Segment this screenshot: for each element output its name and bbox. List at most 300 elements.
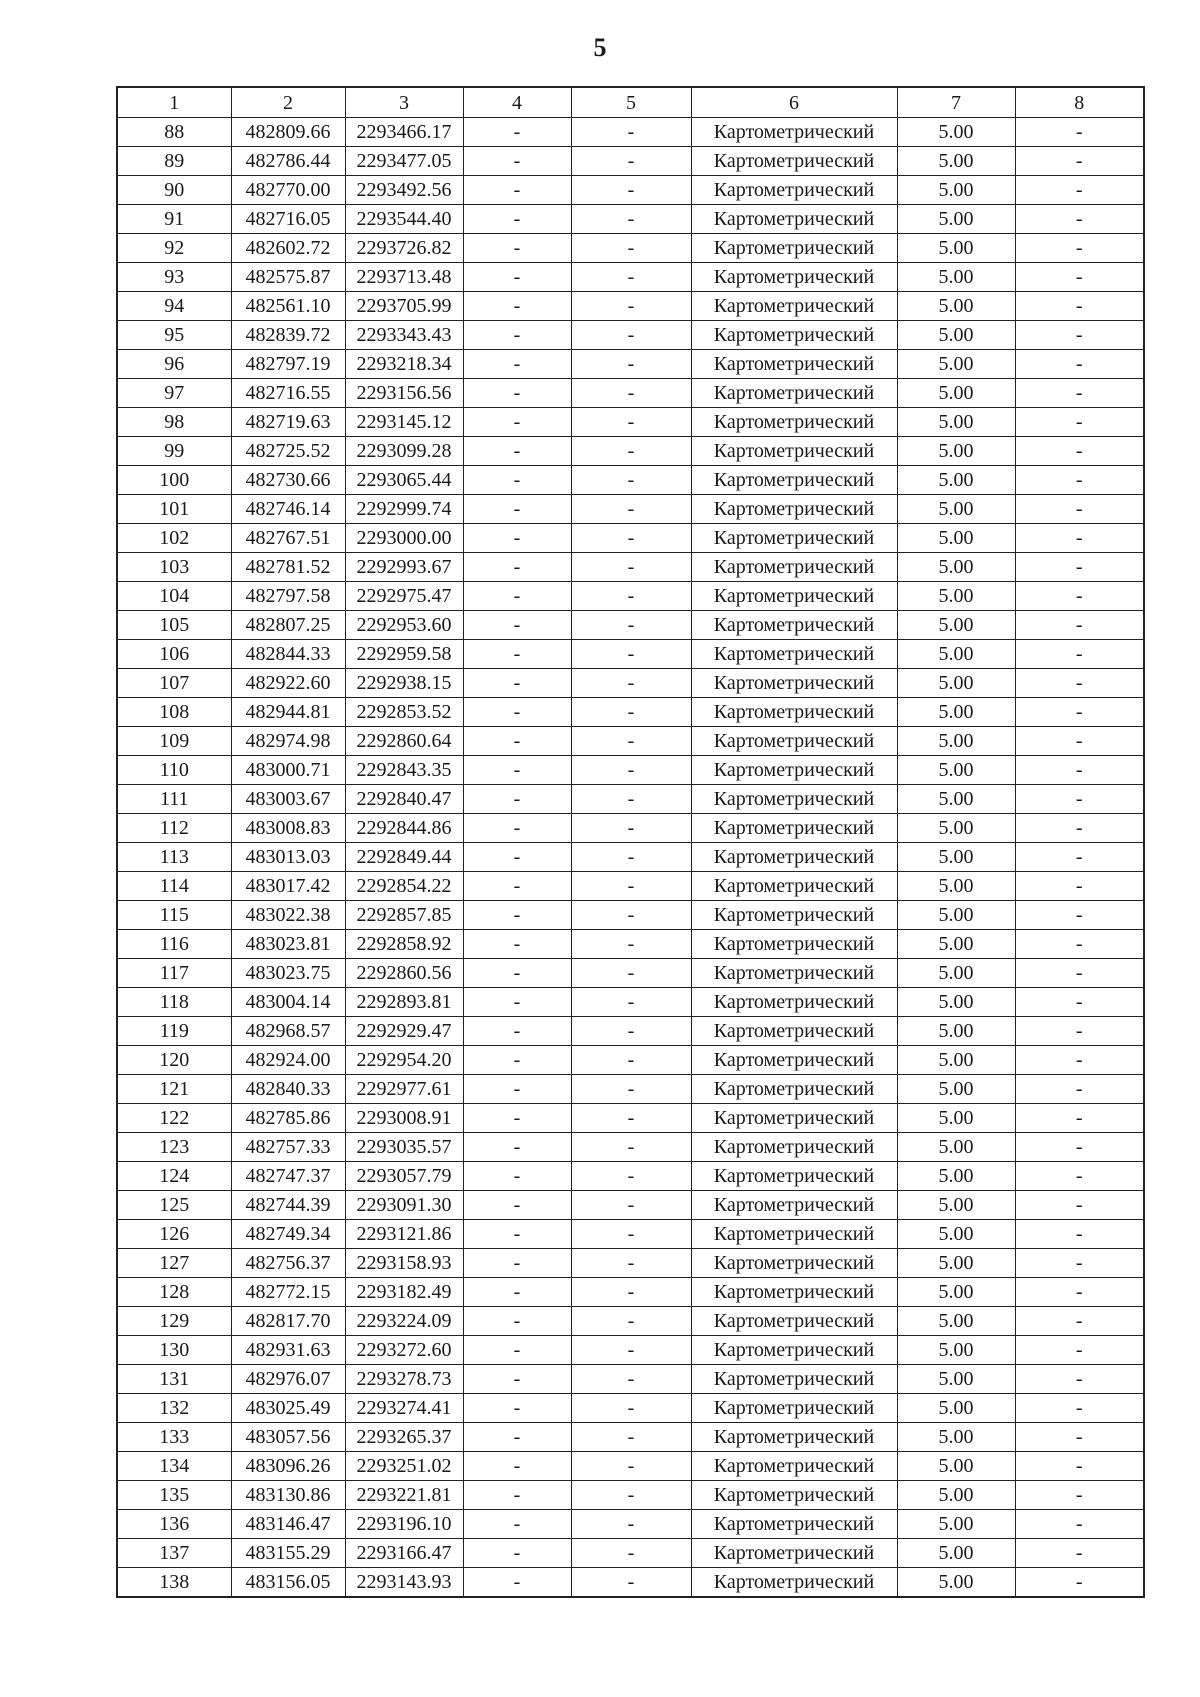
col5-cell: - [571, 1162, 691, 1191]
accuracy-cell: 5.00 [897, 1481, 1015, 1510]
col8-cell: - [1015, 321, 1144, 350]
y-coordinate-cell: 2293274.41 [345, 1394, 463, 1423]
x-coordinate-cell: 483000.71 [231, 756, 345, 785]
col5-cell: - [571, 553, 691, 582]
accuracy-cell: 5.00 [897, 1104, 1015, 1133]
col5-cell: - [571, 1104, 691, 1133]
col8-cell: - [1015, 1510, 1144, 1539]
x-coordinate-cell: 482725.52 [231, 437, 345, 466]
point-number-cell: 116 [117, 930, 231, 959]
col8-cell: - [1015, 756, 1144, 785]
y-coordinate-cell: 2293713.48 [345, 263, 463, 292]
table-row [117, 785, 1144, 814]
method-cell: Картометрический [691, 669, 897, 698]
col8-cell: - [1015, 1423, 1144, 1452]
point-number-cell: 91 [117, 205, 231, 234]
point-number-cell: 134 [117, 1452, 231, 1481]
y-coordinate-cell: 2292993.67 [345, 553, 463, 582]
col4-cell: - [463, 524, 571, 553]
accuracy-cell: 5.00 [897, 321, 1015, 350]
col8-cell: - [1015, 1365, 1144, 1394]
table-row [117, 524, 1144, 553]
table-row [117, 1394, 1144, 1423]
accuracy-cell: 5.00 [897, 1249, 1015, 1278]
x-coordinate-cell: 483023.81 [231, 930, 345, 959]
y-coordinate-cell: 2293278.73 [345, 1365, 463, 1394]
point-number-cell: 135 [117, 1481, 231, 1510]
point-number-cell: 100 [117, 466, 231, 495]
col8-cell: - [1015, 582, 1144, 611]
col5-cell: - [571, 1046, 691, 1075]
col8-cell: - [1015, 495, 1144, 524]
accuracy-cell: 5.00 [897, 1046, 1015, 1075]
x-coordinate-cell: 482767.51 [231, 524, 345, 553]
col4-cell: - [463, 1278, 571, 1307]
col4-cell: - [463, 379, 571, 408]
col5-cell: - [571, 147, 691, 176]
method-cell: Картометрический [691, 176, 897, 205]
table-row [117, 756, 1144, 785]
point-number-cell: 108 [117, 698, 231, 727]
method-cell: Картометрический [691, 1162, 897, 1191]
x-coordinate-cell: 482770.00 [231, 176, 345, 205]
table-row [117, 147, 1144, 176]
col4-cell: - [463, 1162, 571, 1191]
table-row [117, 1510, 1144, 1539]
column-header: 3 [345, 87, 463, 118]
table-row [117, 727, 1144, 756]
col5-cell: - [571, 437, 691, 466]
table-row [117, 640, 1144, 669]
y-coordinate-cell: 2293492.56 [345, 176, 463, 205]
method-cell: Картометрический [691, 814, 897, 843]
table-row [117, 408, 1144, 437]
accuracy-cell: 5.00 [897, 843, 1015, 872]
point-number-cell: 98 [117, 408, 231, 437]
accuracy-cell: 5.00 [897, 524, 1015, 553]
col4-cell: - [463, 118, 571, 147]
x-coordinate-cell: 482922.60 [231, 669, 345, 698]
method-cell: Картометрический [691, 1046, 897, 1075]
y-coordinate-cell: 2292999.74 [345, 495, 463, 524]
accuracy-cell: 5.00 [897, 1278, 1015, 1307]
point-number-cell: 102 [117, 524, 231, 553]
accuracy-cell: 5.00 [897, 205, 1015, 234]
point-number-cell: 130 [117, 1336, 231, 1365]
y-coordinate-cell: 2292929.47 [345, 1017, 463, 1046]
method-cell: Картометрический [691, 234, 897, 263]
y-coordinate-cell: 2293145.12 [345, 408, 463, 437]
x-coordinate-cell: 482744.39 [231, 1191, 345, 1220]
table-row [117, 1307, 1144, 1336]
accuracy-cell: 5.00 [897, 466, 1015, 495]
col4-cell: - [463, 1307, 571, 1336]
point-number-cell: 103 [117, 553, 231, 582]
x-coordinate-cell: 482757.33 [231, 1133, 345, 1162]
point-number-cell: 95 [117, 321, 231, 350]
col5-cell: - [571, 292, 691, 321]
method-cell: Картометрический [691, 437, 897, 466]
y-coordinate-cell: 2292893.81 [345, 988, 463, 1017]
table-row [117, 495, 1144, 524]
method-cell: Картометрический [691, 1133, 897, 1162]
point-number-cell: 121 [117, 1075, 231, 1104]
method-cell: Картометрический [691, 1510, 897, 1539]
col8-cell: - [1015, 263, 1144, 292]
col8-cell: - [1015, 408, 1144, 437]
col5-cell: - [571, 263, 691, 292]
col8-cell: - [1015, 1133, 1144, 1162]
table-row [117, 1104, 1144, 1133]
y-coordinate-cell: 2293265.37 [345, 1423, 463, 1452]
table-row [117, 1017, 1144, 1046]
col5-cell: - [571, 176, 691, 205]
y-coordinate-cell: 2292959.58 [345, 640, 463, 669]
col8-cell: - [1015, 1075, 1144, 1104]
method-cell: Картометрический [691, 582, 897, 611]
x-coordinate-cell: 482756.37 [231, 1249, 345, 1278]
x-coordinate-cell: 482749.34 [231, 1220, 345, 1249]
col5-cell: - [571, 379, 691, 408]
method-cell: Картометрический [691, 611, 897, 640]
y-coordinate-cell: 2293091.30 [345, 1191, 463, 1220]
table-row [117, 234, 1144, 263]
col5-cell: - [571, 1481, 691, 1510]
method-cell: Картометрический [691, 988, 897, 1017]
col4-cell: - [463, 988, 571, 1017]
table-row [117, 1046, 1144, 1075]
table-row [117, 321, 1144, 350]
accuracy-cell: 5.00 [897, 553, 1015, 582]
col8-cell: - [1015, 1568, 1144, 1598]
table-row [117, 1075, 1144, 1104]
method-cell: Картометрический [691, 1278, 897, 1307]
accuracy-cell: 5.00 [897, 1394, 1015, 1423]
method-cell: Картометрический [691, 1220, 897, 1249]
y-coordinate-cell: 2293166.47 [345, 1539, 463, 1568]
point-number-cell: 128 [117, 1278, 231, 1307]
col5-cell: - [571, 930, 691, 959]
col5-cell: - [571, 698, 691, 727]
x-coordinate-cell: 482781.52 [231, 553, 345, 582]
table-row [117, 1452, 1144, 1481]
y-coordinate-cell: 2292860.64 [345, 727, 463, 756]
accuracy-cell: 5.00 [897, 1075, 1015, 1104]
y-coordinate-cell: 2292953.60 [345, 611, 463, 640]
point-number-cell: 118 [117, 988, 231, 1017]
method-cell: Картометрический [691, 930, 897, 959]
method-cell: Картометрический [691, 1365, 897, 1394]
accuracy-cell: 5.00 [897, 263, 1015, 292]
col4-cell: - [463, 1017, 571, 1046]
col4-cell: - [463, 1046, 571, 1075]
table-row [117, 263, 1144, 292]
x-coordinate-cell: 482840.33 [231, 1075, 345, 1104]
col4-cell: - [463, 1394, 571, 1423]
accuracy-cell: 5.00 [897, 350, 1015, 379]
table-row [117, 1191, 1144, 1220]
table-row [117, 930, 1144, 959]
col8-cell: - [1015, 1278, 1144, 1307]
col5-cell: - [571, 756, 691, 785]
col5-cell: - [571, 205, 691, 234]
col4-cell: - [463, 1568, 571, 1598]
col8-cell: - [1015, 234, 1144, 263]
col5-cell: - [571, 669, 691, 698]
x-coordinate-cell: 482772.15 [231, 1278, 345, 1307]
col5-cell: - [571, 959, 691, 988]
accuracy-cell: 5.00 [897, 1307, 1015, 1336]
col4-cell: - [463, 1133, 571, 1162]
y-coordinate-cell: 2293272.60 [345, 1336, 463, 1365]
point-number-cell: 132 [117, 1394, 231, 1423]
col5-cell: - [571, 988, 691, 1017]
y-coordinate-cell: 2292860.56 [345, 959, 463, 988]
x-coordinate-cell: 482844.33 [231, 640, 345, 669]
method-cell: Картометрический [691, 147, 897, 176]
x-coordinate-cell: 482797.58 [231, 582, 345, 611]
header-row [117, 87, 1144, 118]
col4-cell: - [463, 814, 571, 843]
col5-cell: - [571, 350, 691, 379]
col8-cell: - [1015, 1162, 1144, 1191]
accuracy-cell: 5.00 [897, 756, 1015, 785]
accuracy-cell: 5.00 [897, 727, 1015, 756]
col4-cell: - [463, 1452, 571, 1481]
table-row [117, 437, 1144, 466]
col4-cell: - [463, 466, 571, 495]
y-coordinate-cell: 2293035.57 [345, 1133, 463, 1162]
x-coordinate-cell: 482976.07 [231, 1365, 345, 1394]
col4-cell: - [463, 727, 571, 756]
col5-cell: - [571, 785, 691, 814]
method-cell: Картометрический [691, 1017, 897, 1046]
y-coordinate-cell: 2293099.28 [345, 437, 463, 466]
table-row [117, 205, 1144, 234]
col5-cell: - [571, 1568, 691, 1598]
col8-cell: - [1015, 1104, 1144, 1133]
x-coordinate-cell: 483017.42 [231, 872, 345, 901]
col8-cell: - [1015, 1220, 1144, 1249]
col4-cell: - [463, 901, 571, 930]
method-cell: Картометрический [691, 640, 897, 669]
col5-cell: - [571, 495, 691, 524]
col4-cell: - [463, 611, 571, 640]
x-coordinate-cell: 482719.63 [231, 408, 345, 437]
x-coordinate-cell: 483146.47 [231, 1510, 345, 1539]
accuracy-cell: 5.00 [897, 611, 1015, 640]
x-coordinate-cell: 482602.72 [231, 234, 345, 263]
col5-cell: - [571, 321, 691, 350]
col8-cell: - [1015, 727, 1144, 756]
x-coordinate-cell: 482797.19 [231, 350, 345, 379]
col8-cell: - [1015, 292, 1144, 321]
table-row [117, 466, 1144, 495]
point-number-cell: 110 [117, 756, 231, 785]
accuracy-cell: 5.00 [897, 176, 1015, 205]
accuracy-cell: 5.00 [897, 1162, 1015, 1191]
col4-cell: - [463, 495, 571, 524]
y-coordinate-cell: 2293196.10 [345, 1510, 463, 1539]
point-number-cell: 117 [117, 959, 231, 988]
col4-cell: - [463, 785, 571, 814]
x-coordinate-cell: 482785.86 [231, 1104, 345, 1133]
accuracy-cell: 5.00 [897, 292, 1015, 321]
col5-cell: - [571, 1133, 691, 1162]
table-row [117, 1220, 1144, 1249]
x-coordinate-cell: 483022.38 [231, 901, 345, 930]
table-row [117, 959, 1144, 988]
method-cell: Картометрический [691, 1249, 897, 1278]
col4-cell: - [463, 350, 571, 379]
point-number-cell: 94 [117, 292, 231, 321]
col8-cell: - [1015, 1307, 1144, 1336]
point-number-cell: 92 [117, 234, 231, 263]
method-cell: Картометрический [691, 901, 897, 930]
table-row [117, 553, 1144, 582]
x-coordinate-cell: 482839.72 [231, 321, 345, 350]
point-number-cell: 107 [117, 669, 231, 698]
col5-cell: - [571, 901, 691, 930]
table-row [117, 379, 1144, 408]
col5-cell: - [571, 1278, 691, 1307]
y-coordinate-cell: 2292854.22 [345, 872, 463, 901]
col5-cell: - [571, 1307, 691, 1336]
col4-cell: - [463, 582, 571, 611]
point-number-cell: 114 [117, 872, 231, 901]
column-header: 8 [1015, 87, 1144, 118]
x-coordinate-cell: 482931.63 [231, 1336, 345, 1365]
col4-cell: - [463, 669, 571, 698]
col5-cell: - [571, 1452, 691, 1481]
accuracy-cell: 5.00 [897, 1191, 1015, 1220]
col8-cell: - [1015, 466, 1144, 495]
table-row [117, 872, 1144, 901]
col5-cell: - [571, 611, 691, 640]
col4-cell: - [463, 1075, 571, 1104]
y-coordinate-cell: 2293218.34 [345, 350, 463, 379]
x-coordinate-cell: 482786.44 [231, 147, 345, 176]
y-coordinate-cell: 2293343.43 [345, 321, 463, 350]
col5-cell: - [571, 234, 691, 263]
table-row [117, 350, 1144, 379]
method-cell: Картометрический [691, 1307, 897, 1336]
col4-cell: - [463, 698, 571, 727]
col4-cell: - [463, 437, 571, 466]
col5-cell: - [571, 582, 691, 611]
y-coordinate-cell: 2293121.86 [345, 1220, 463, 1249]
point-number-cell: 90 [117, 176, 231, 205]
accuracy-cell: 5.00 [897, 1365, 1015, 1394]
method-cell: Картометрический [691, 553, 897, 582]
col5-cell: - [571, 1220, 691, 1249]
table-row [117, 1423, 1144, 1452]
col4-cell: - [463, 1249, 571, 1278]
point-number-cell: 131 [117, 1365, 231, 1394]
col4-cell: - [463, 959, 571, 988]
table-row [117, 1278, 1144, 1307]
col5-cell: - [571, 1249, 691, 1278]
col5-cell: - [571, 1423, 691, 1452]
col8-cell: - [1015, 785, 1144, 814]
x-coordinate-cell: 482716.55 [231, 379, 345, 408]
x-coordinate-cell: 482747.37 [231, 1162, 345, 1191]
y-coordinate-cell: 2292849.44 [345, 843, 463, 872]
column-header: 5 [571, 87, 691, 118]
y-coordinate-cell: 2293477.05 [345, 147, 463, 176]
col8-cell: - [1015, 1336, 1144, 1365]
col4-cell: - [463, 176, 571, 205]
col8-cell: - [1015, 669, 1144, 698]
point-number-cell: 88 [117, 118, 231, 147]
col8-cell: - [1015, 1481, 1144, 1510]
x-coordinate-cell: 483013.03 [231, 843, 345, 872]
y-coordinate-cell: 2292857.85 [345, 901, 463, 930]
table-row [117, 1249, 1144, 1278]
method-cell: Картометрический [691, 292, 897, 321]
col8-cell: - [1015, 1017, 1144, 1046]
col8-cell: - [1015, 1539, 1144, 1568]
accuracy-cell: 5.00 [897, 640, 1015, 669]
col8-cell: - [1015, 930, 1144, 959]
x-coordinate-cell: 482809.66 [231, 118, 345, 147]
col4-cell: - [463, 1510, 571, 1539]
y-coordinate-cell: 2293000.00 [345, 524, 463, 553]
col8-cell: - [1015, 988, 1144, 1017]
coordinates-table [116, 86, 1145, 1598]
method-cell: Картометрический [691, 872, 897, 901]
table-row [117, 1133, 1144, 1162]
accuracy-cell: 5.00 [897, 1539, 1015, 1568]
accuracy-cell: 5.00 [897, 437, 1015, 466]
method-cell: Картометрический [691, 1568, 897, 1598]
accuracy-cell: 5.00 [897, 785, 1015, 814]
point-number-cell: 119 [117, 1017, 231, 1046]
table-row [117, 1481, 1144, 1510]
table-row [117, 176, 1144, 205]
col4-cell: - [463, 930, 571, 959]
x-coordinate-cell: 483096.26 [231, 1452, 345, 1481]
method-cell: Картометрический [691, 785, 897, 814]
y-coordinate-cell: 2293726.82 [345, 234, 463, 263]
table-body [117, 87, 1144, 1597]
table-row [117, 843, 1144, 872]
point-number-cell: 93 [117, 263, 231, 292]
table-row [117, 1162, 1144, 1191]
y-coordinate-cell: 2293466.17 [345, 118, 463, 147]
accuracy-cell: 5.00 [897, 147, 1015, 176]
col4-cell: - [463, 553, 571, 582]
y-coordinate-cell: 2292975.47 [345, 582, 463, 611]
table-row [117, 901, 1144, 930]
point-number-cell: 122 [117, 1104, 231, 1133]
table-row [117, 1365, 1144, 1394]
x-coordinate-cell: 482730.66 [231, 466, 345, 495]
column-header: 4 [463, 87, 571, 118]
method-cell: Картометрический [691, 1452, 897, 1481]
col5-cell: - [571, 118, 691, 147]
point-number-cell: 138 [117, 1568, 231, 1598]
col8-cell: - [1015, 640, 1144, 669]
point-number-cell: 120 [117, 1046, 231, 1075]
y-coordinate-cell: 2292843.35 [345, 756, 463, 785]
y-coordinate-cell: 2292840.47 [345, 785, 463, 814]
y-coordinate-cell: 2292844.86 [345, 814, 463, 843]
col5-cell: - [571, 1336, 691, 1365]
table-row [117, 1336, 1144, 1365]
col4-cell: - [463, 1481, 571, 1510]
col5-cell: - [571, 843, 691, 872]
